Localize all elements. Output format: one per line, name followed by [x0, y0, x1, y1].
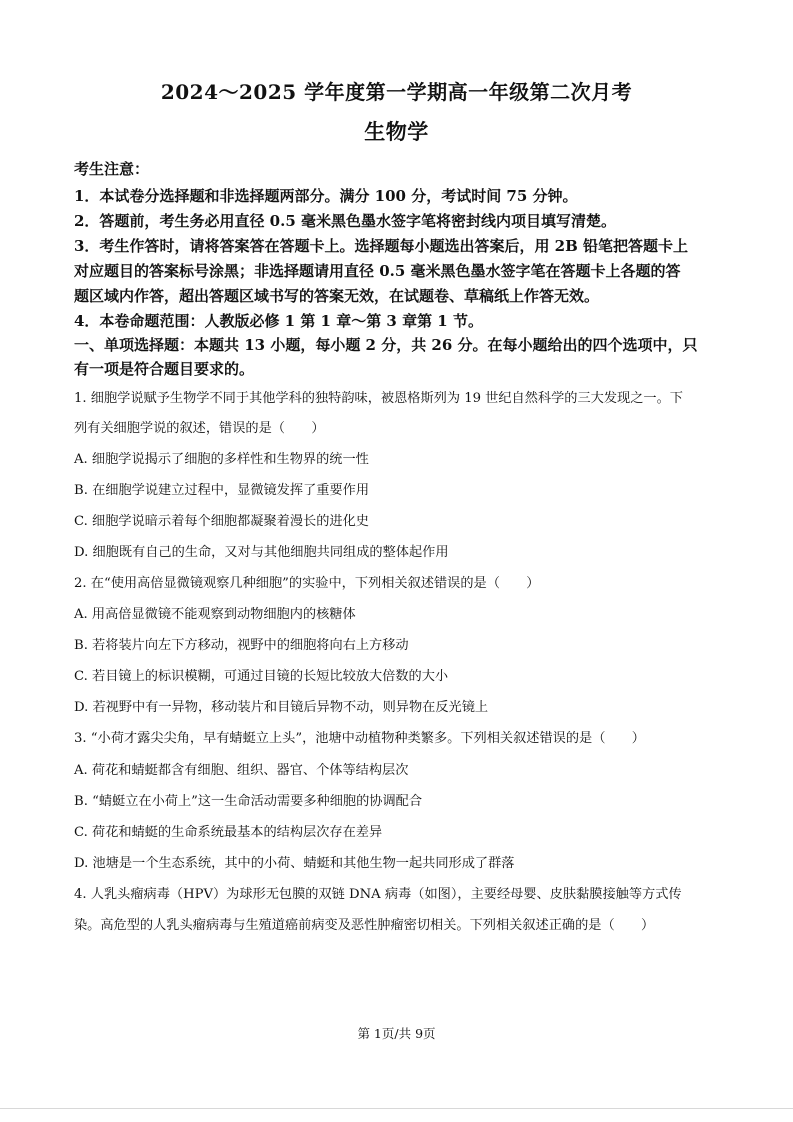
exam-title: 2024～2025 学年度第一学期高一年级第二次月考: [160, 80, 633, 104]
notice-item: 对应题目的答案标号涂黑；非选择题请用直径 0.5 毫米黑色墨水签字笔在答题卡上各题的答: [74, 262, 681, 280]
question-3-option-b: B. “蜻蜓立在小荷上”这一生命活动需要多种细胞的协调配合: [74, 794, 423, 809]
notice-item: 题区域内作答，超出答题区域书写的答案无效，在试题卷、草稿纸上作答无效。: [74, 287, 600, 305]
question-4-stem-cont: 染。高危型的人乳头瘤病毒与生殖道癌前病变及恶性肿瘤密切相关。下列相关叙述正确的是（ ）: [74, 918, 655, 933]
notice-item: 2．答题前，考生务必用直径 0.5 毫米黑色墨水签字笔将密封线内项目填写清楚。: [74, 212, 616, 230]
question-3-stem: 3. “小荷才露尖尖角，早有蜻蜓立上头”，池塘中动植物种类繁多。下列相关叙述错误的是（ ）: [74, 731, 645, 746]
question-2-option-d: D. 若视野中有一异物，移动装片和目镜后异物不动，则异物在反光镜上: [74, 700, 489, 715]
question-4-stem: 4. 人乳头瘤病毒（HPV）为球形无包膜的双链 DNA 病毒（如图），主要经母婴、皮肤黏膜接触等方式传: [74, 887, 682, 902]
question-2-option-b: B. 若将装片向左下方移动，视野中的细胞将向右上方移动: [74, 638, 409, 653]
question-1-option-c: C. 细胞学说暗示着每个细胞都凝聚着漫长的进化史: [74, 514, 369, 529]
page-number: 第 1页/共 9页: [357, 1026, 436, 1041]
subject-title: 生物学: [364, 119, 429, 144]
notice-heading: 考生注意：: [74, 160, 150, 178]
question-1-stem-cont: 列有关细胞学说的叙述，错误的是（ ）: [74, 421, 325, 436]
question-1-option-a: A. 细胞学说揭示了细胞的多样性和生物界的统一性: [74, 452, 369, 467]
question-1-option-b: B. 在细胞学说建立过程中，显微镜发挥了重要作用: [74, 483, 370, 498]
question-1-stem: 1. 细胞学说赋予生物学不同于其他学科的独特韵味，被恩格斯列为 19 世纪自然科学的三大发现之一。下: [74, 391, 683, 406]
question-3-option-c: C. 荷花和蜻蜓的生命系统最基本的结构层次存在差异: [74, 825, 383, 840]
section-heading-cont: 有一项是符合题目要求的。: [74, 360, 255, 378]
question-1-option-d: D. 细胞既有自己的生命，又对与其他细胞共同组成的整体起作用: [74, 545, 449, 560]
question-3-option-a: A. 荷花和蜻蜓都含有细胞、组织、器官、个体等结构层次: [74, 763, 409, 778]
question-2-stem: 2. 在“使用高倍显微镜观察几种细胞”的实验中，下列相关叙述错误的是（ ）: [74, 576, 540, 591]
notice-item: 4．本卷命题范围：人教版必修 1 第 1 章～第 3 章第 1 节。: [74, 312, 483, 330]
question-2-option-c: C. 若目镜上的标识模糊，可通过目镜的长短比较放大倍数的大小: [74, 669, 449, 684]
page-bottom-divider: [0, 1108, 793, 1109]
question-2-option-a: A. 用高倍显微镜不能观察到动物细胞内的核糖体: [74, 607, 356, 622]
section-heading: 一、单项选择题：本题共 13 小题，每小题 2 分，共 26 分。在每小题给出的四个选项中，只: [74, 336, 698, 354]
question-3-option-d: D. 池塘是一个生态系统，其中的小荷、蜻蜓和其他生物一起共同形成了群落: [74, 856, 515, 871]
notice-item: 1．本试卷分选择题和非选择题两部分。满分 100 分，考试时间 75 分钟。: [74, 187, 578, 205]
notice-item: 3．考生作答时，请将答案答在答题卡上。选择题每小题选出答案后，用 2B 铅笔把答题卡上: [74, 237, 689, 255]
